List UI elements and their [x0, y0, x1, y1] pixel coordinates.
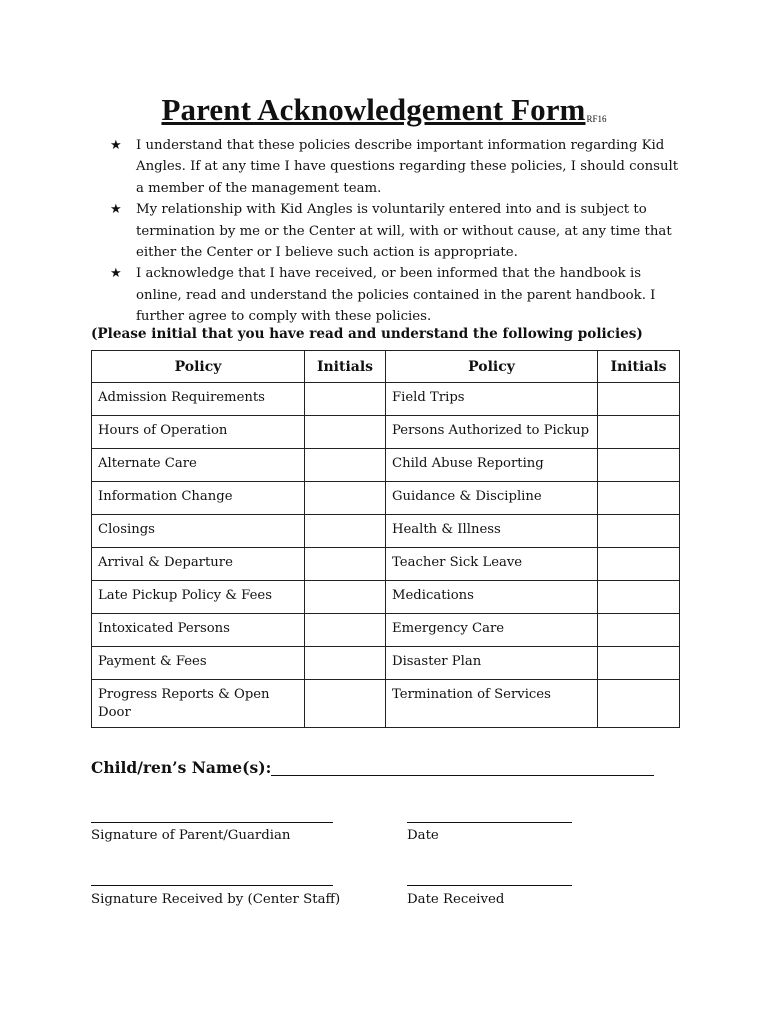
table-row — [92, 548, 680, 581]
acknowledgement-item — [110, 263, 690, 327]
initials-field[interactable] — [305, 383, 386, 416]
policy-cell: Closings — [92, 515, 305, 548]
initials-field[interactable] — [598, 548, 680, 581]
policy-cell: Intoxicated Persons — [92, 614, 305, 647]
column-header-initials: Initials — [598, 351, 680, 383]
table-row — [92, 581, 680, 614]
initials-field[interactable] — [598, 647, 680, 680]
initials-field[interactable] — [305, 449, 386, 482]
star-bullet-icon: ★ — [110, 202, 122, 218]
form-title-text: Parent Acknowledgement Form — [161, 92, 586, 127]
initials-field[interactable] — [598, 416, 680, 449]
date-received-field[interactable] — [407, 885, 572, 886]
star-bullet-icon: ★ — [110, 138, 122, 153]
policy-cell: Termination of Services — [386, 680, 598, 728]
initials-field[interactable] — [305, 647, 386, 680]
policy-cell: Field Trips — [386, 383, 598, 416]
star-bullet-icon: ★ — [110, 266, 122, 282]
acknowledgement-item — [110, 199, 690, 263]
staff-signature-field[interactable] — [91, 885, 333, 886]
staff-signature-label: Signature Received by (Center Staff) — [91, 892, 341, 907]
acknowledgement-text: My relationship with Kid Angles is voluntarily entered into and is subject to termination by me or the Center at will, with or without cause, at any time that either the Center or I believe such action is appropriate. — [136, 202, 672, 261]
table-row — [92, 416, 680, 449]
parent-signature-label: Signature of Parent/Guardian — [91, 828, 291, 843]
policy-cell: Information Change — [92, 482, 305, 515]
parent-signature-field[interactable] — [91, 822, 333, 823]
column-header-initials: Initials — [305, 351, 386, 383]
policy-cell: Progress Reports & Open Door — [92, 680, 305, 728]
policy-table — [91, 350, 680, 728]
initials-field[interactable] — [305, 482, 386, 515]
initials-field[interactable] — [305, 416, 386, 449]
table-row — [92, 383, 680, 416]
table-row — [92, 680, 680, 728]
table-row — [92, 449, 680, 482]
child-name-row — [91, 758, 651, 777]
table-row — [92, 614, 680, 647]
policy-cell: Disaster Plan — [386, 647, 598, 680]
policy-cell: Payment & Fees — [92, 647, 305, 680]
policy-cell: Admission Requirements — [92, 383, 305, 416]
policy-cell: Persons Authorized to Pickup — [386, 416, 598, 449]
initials-field[interactable] — [598, 449, 680, 482]
initial-instruction: (Please initial that you have read and understand the following policies) — [91, 326, 643, 342]
initials-field[interactable] — [305, 614, 386, 647]
form-code: RF16 — [586, 114, 607, 124]
initials-field[interactable] — [598, 581, 680, 614]
policy-cell: Late Pickup Policy & Fees — [92, 581, 305, 614]
column-header-policy: Policy — [92, 351, 305, 383]
initials-field[interactable] — [305, 548, 386, 581]
policy-cell: Guidance & Discipline — [386, 482, 598, 515]
initials-field[interactable] — [598, 515, 680, 548]
date-field[interactable] — [407, 822, 572, 823]
date-received-label: Date Received — [407, 892, 505, 907]
policy-cell: Alternate Care — [92, 449, 305, 482]
policy-cell: Health & Illness — [386, 515, 598, 548]
initials-field[interactable] — [598, 680, 680, 728]
initials-field[interactable] — [598, 383, 680, 416]
table-row — [92, 515, 680, 548]
initials-field[interactable] — [598, 482, 680, 515]
date-label: Date — [407, 828, 439, 843]
table-row — [92, 647, 680, 680]
policy-cell: Emergency Care — [386, 614, 598, 647]
initials-field[interactable] — [305, 680, 386, 728]
child-name-label: Child/ren’s Name(s): — [91, 758, 272, 777]
policy-cell: Medications — [386, 581, 598, 614]
acknowledgement-text: I acknowledge that I have received, or been informed that the handbook is online, read and understand the policies contained in the parent handbook. I further agree to comply with these policies. — [136, 266, 656, 325]
form-title — [0, 92, 768, 128]
table-header-row — [92, 351, 680, 383]
policy-cell: Hours of Operation — [92, 416, 305, 449]
column-header-policy: Policy — [386, 351, 598, 383]
table-row — [92, 482, 680, 515]
policy-cell: Teacher Sick Leave — [386, 548, 598, 581]
child-name-field[interactable] — [271, 758, 654, 776]
acknowledgement-item — [110, 135, 690, 199]
initials-field[interactable] — [305, 581, 386, 614]
policy-cell: Child Abuse Reporting — [386, 449, 598, 482]
policy-cell: Arrival & Departure — [92, 548, 305, 581]
acknowledgement-text: I understand that these policies describe important information regarding Kid Angles. If at any time I have questions regarding these policies, I should consult a member of the management team. — [136, 138, 679, 196]
initials-field[interactable] — [598, 614, 680, 647]
initials-field[interactable] — [305, 515, 386, 548]
acknowledgement-list — [110, 135, 690, 328]
